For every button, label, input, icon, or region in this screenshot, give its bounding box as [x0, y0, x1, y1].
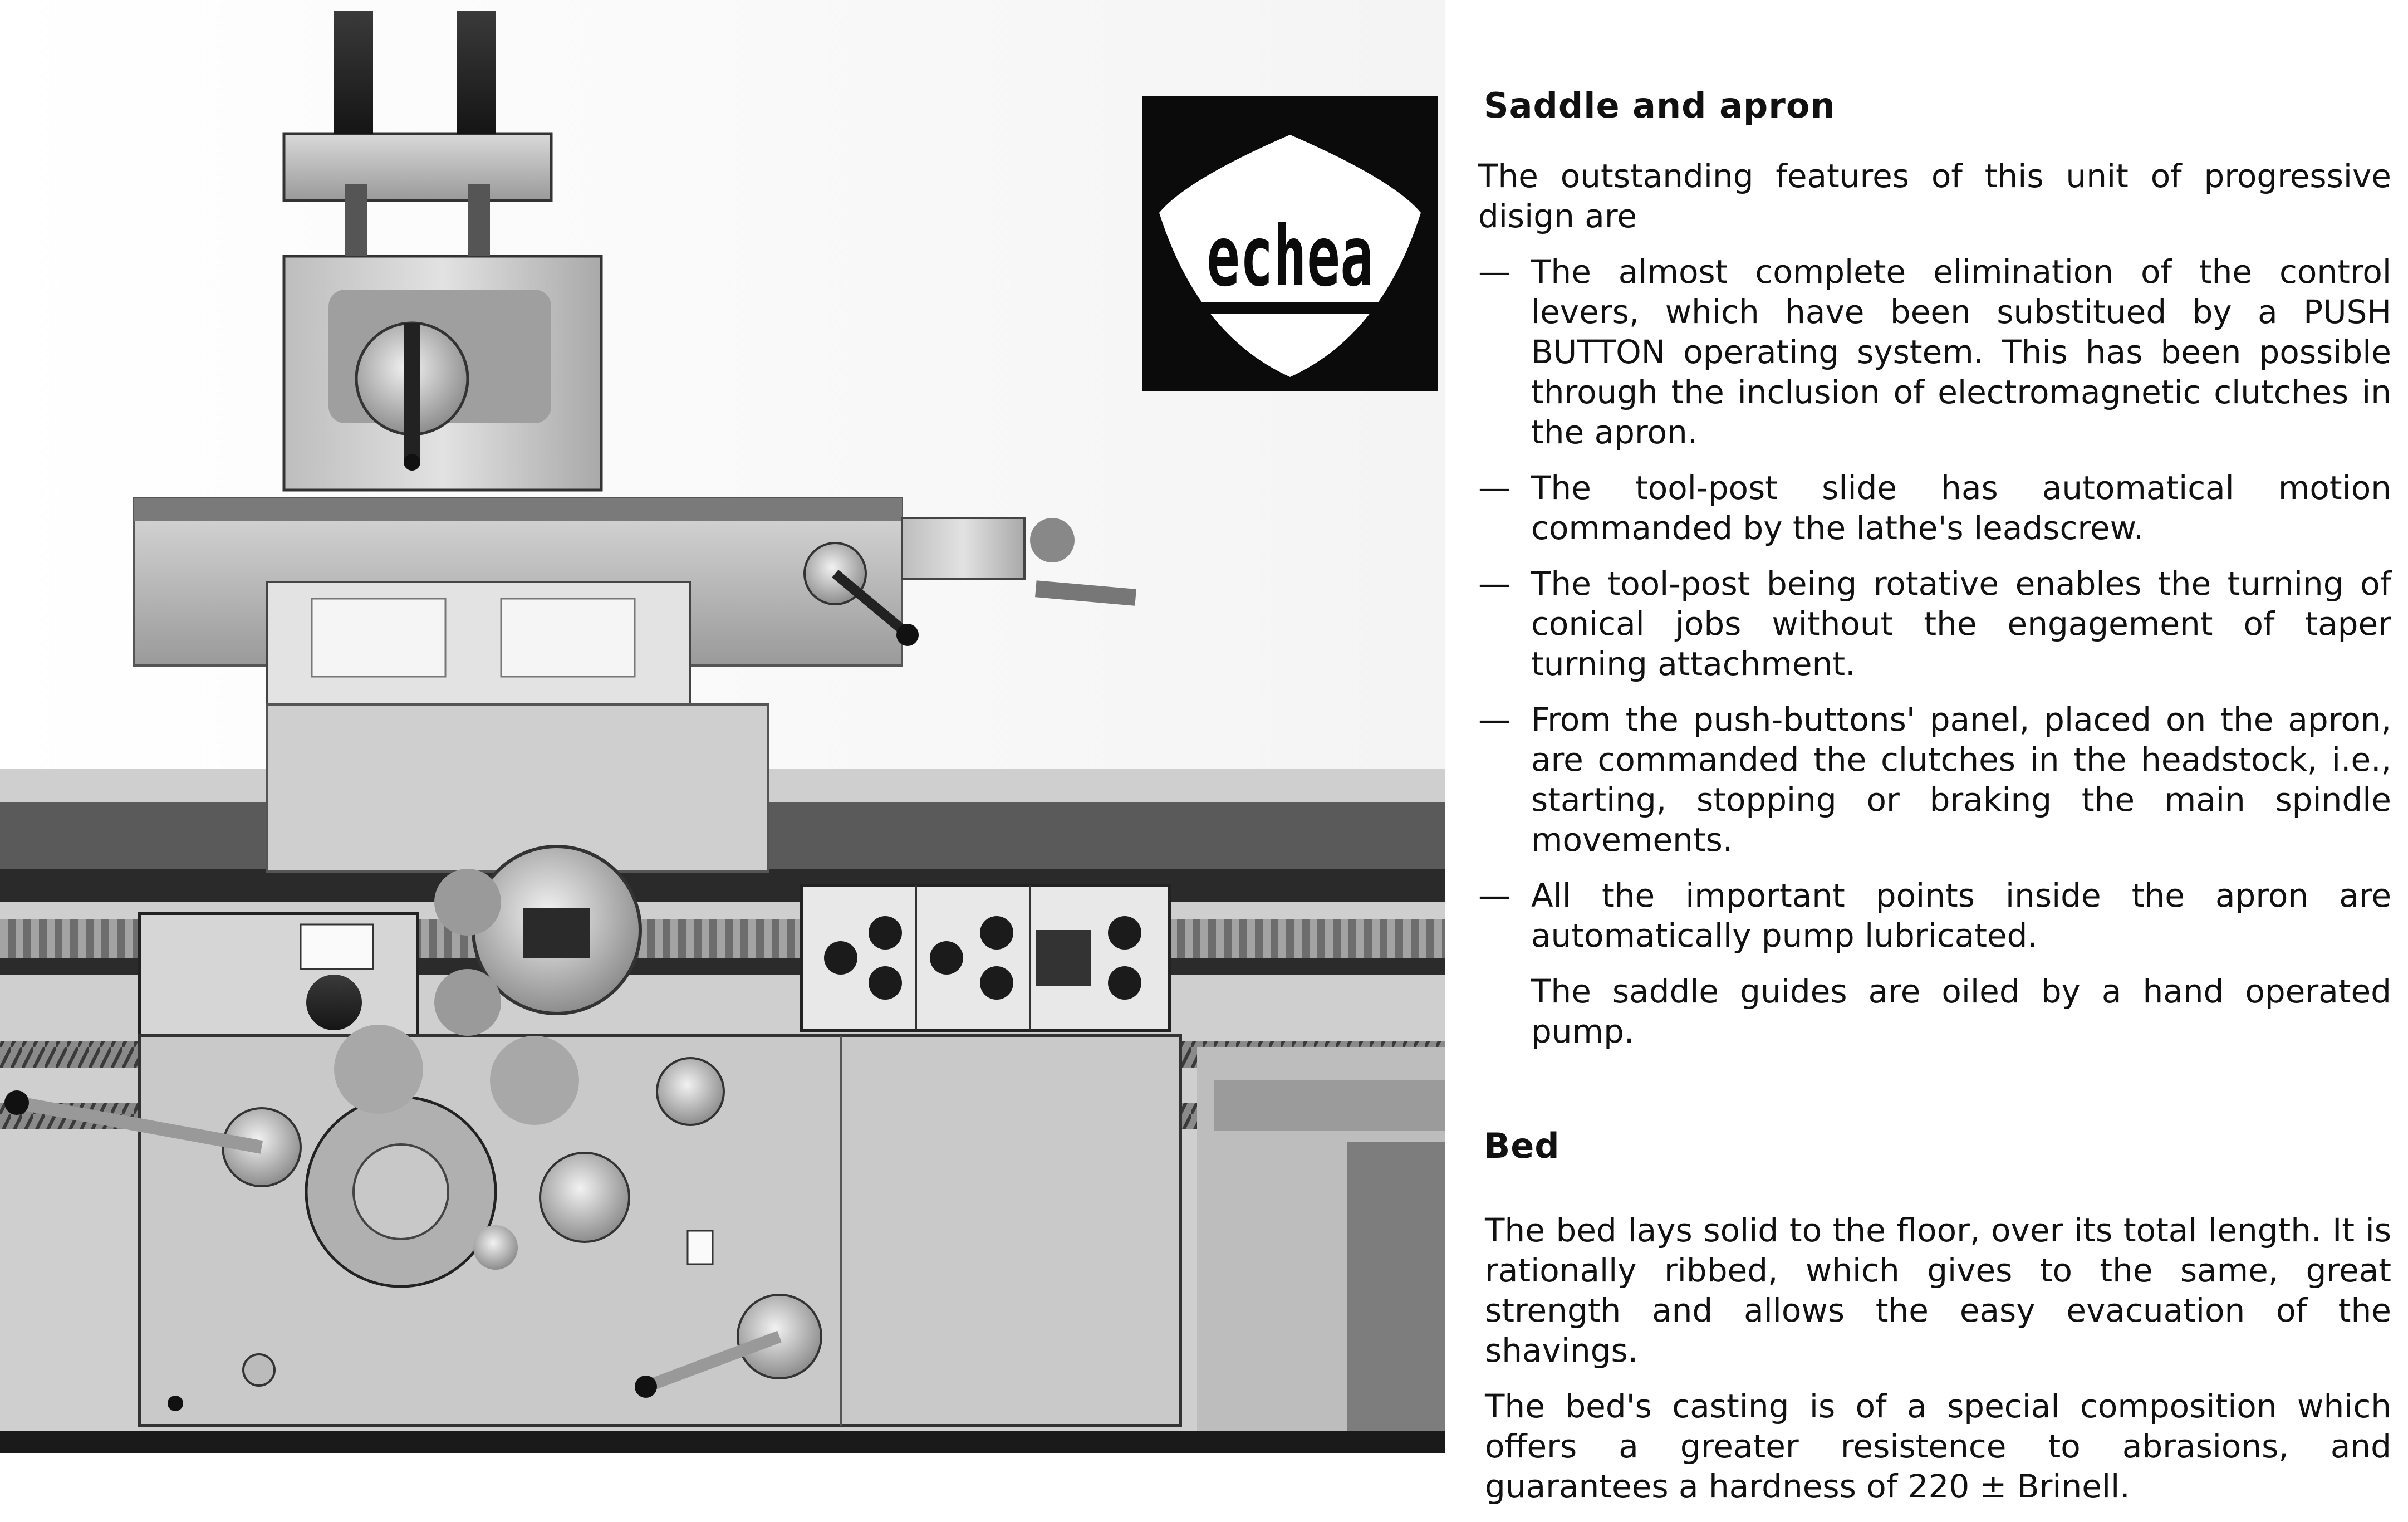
dash: — [1478, 469, 1510, 507]
text-column [1478, 84, 2391, 1522]
saddle-section [1478, 84, 2391, 1051]
feature-item [1478, 564, 2391, 684]
feature-text: The tool-post being rotative enables the turning of conical jobs without the engagement of taper turning attachment. [1531, 565, 2391, 683]
saddle-intro: The outstanding features of this unit of progressive disign are [1478, 157, 2391, 235]
feature-text: All the important points inside the apron are automatically pump lubricated. [1531, 877, 2391, 955]
echea-logo [1142, 96, 1438, 391]
bed-paragraph: The bed lays solid to the floor, over its total length. It is rationally ribbed, which gives to the same, great strength and allows the easy evacuation of the shavings. [1485, 1211, 2391, 1369]
dash: — [1478, 877, 1510, 914]
bed-heading: Bed [1484, 1125, 1560, 1166]
feature-item [1478, 699, 2391, 860]
logo-wordmark: echea [1207, 208, 1374, 305]
features-list [1478, 252, 2391, 956]
bed-paragraph: The bed's casting is of a special composition which offers a greater resistence to abrasions, and guarantees a hardness of 220 ± Brinell. [1485, 1387, 2391, 1505]
feature-item [1478, 875, 2391, 956]
dash: — [1478, 565, 1510, 603]
saddle-heading: Saddle and apron [1484, 85, 1836, 126]
feature-text: From the push-buttons' panel, placed on the apron, are commanded the clutches in the headstock, i.e., starting, stopping or braking the main spindle movements. [1531, 701, 2391, 859]
feature-item [1478, 252, 2391, 452]
feature-item [1478, 468, 2391, 548]
dash: — [1478, 701, 1510, 738]
saddle-tail-note: The saddle guides are oiled by a hand operated pump. [1531, 972, 2391, 1050]
dash: — [1478, 253, 1510, 291]
feature-text: The almost complete elimination of the control levers, which have been substitued by a PUSH BUTTON operating system. This has been possible through the inclusion of electromagnetic clutches in the apron. [1531, 253, 2391, 451]
bed-section [1478, 1124, 2391, 1506]
feature-text: The tool-post slide has automatical motion commanded by the lathe's leadscrew. [1531, 469, 2391, 547]
